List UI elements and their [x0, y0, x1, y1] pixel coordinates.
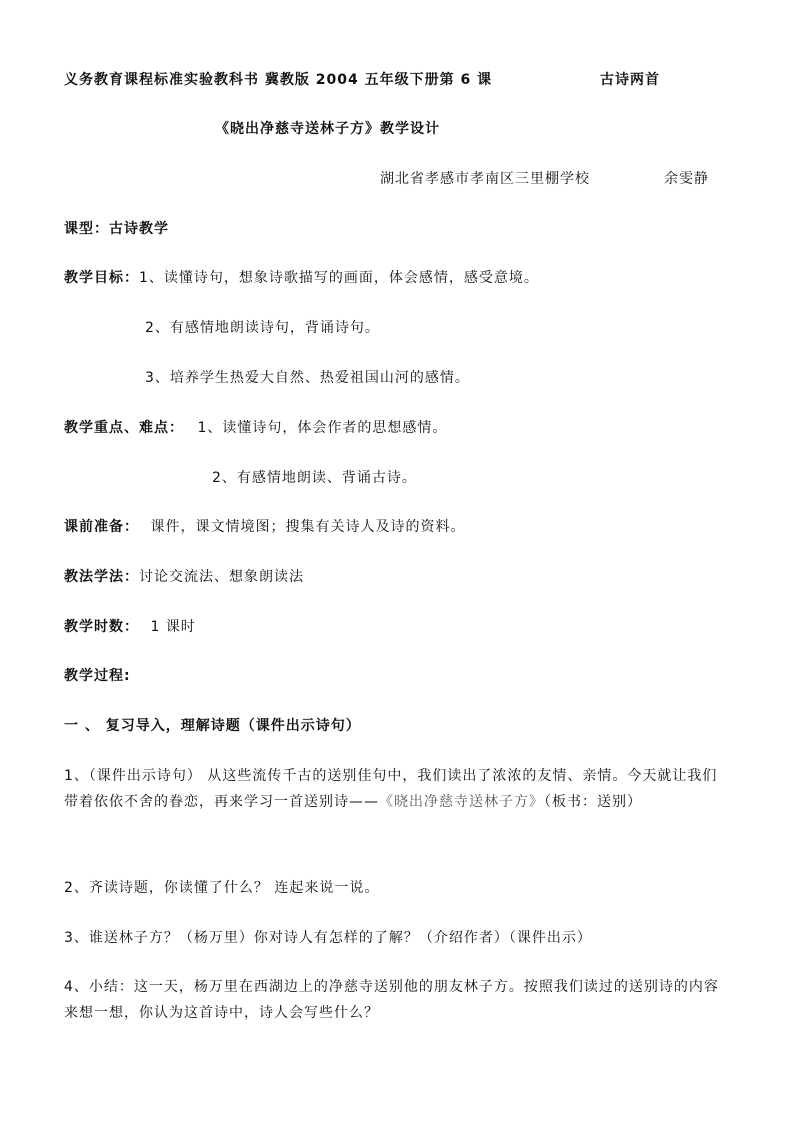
process-heading: 教学过程: [64, 668, 131, 684]
poem-title-highlight: 《晓出净慈寺送林子方》 [379, 794, 544, 810]
lesson-type [64, 219, 169, 239]
process-step-2: 2、齐读诗题，你读懂了什么？ 连起来说一说。 [64, 880, 380, 896]
objectives [64, 268, 539, 288]
series-text: 义务教育课程标准实验教科书 冀教版 2004 五年级下册第 6 课 [64, 72, 493, 88]
document-title: 《晓出净慈寺送林子方》教学设计 [215, 121, 440, 137]
lesson-topic: 古诗两首 [600, 72, 660, 88]
key-point-item: 1、读懂诗句，体会作者的思想感情。 [197, 420, 448, 436]
key-point-item: 2、有感情地朗读、背诵古诗。 [212, 470, 417, 486]
lesson-type-value: 古诗教学 [109, 221, 169, 237]
preparation [64, 517, 465, 537]
preparation-value: 课件，课文情境图；搜集有关诗人及诗的资料。 [150, 519, 466, 535]
methods [64, 567, 304, 587]
section-title: 一 、 复习导入，理解诗题（课件出示诗句） [64, 718, 361, 734]
step-note: （板书：送别） [544, 794, 642, 810]
key-points-label: 教学重点、难点： [64, 420, 184, 436]
objective-item: 2、有感情地朗读诗句，背诵诗句。 [145, 320, 380, 336]
step-text: 1、（课件出示诗句） 从这些流传千古的送别佳句中，我们读出了浓浓的友情、亲情。今天就让我们带着依依不舍的眷恋，再来学习一首送别诗—— [64, 768, 718, 810]
hours-label: 教学时数： [64, 619, 139, 635]
hours-value: 1 课时 [150, 619, 196, 635]
objectives-label: 教学目标： [64, 270, 139, 286]
key-points [64, 418, 447, 438]
process-step-4: 4、小结：这一天，杨万里在西湖边上的净慈寺送别他的朋友林子方。按照我们读过的送别诗的内容来想一想，你认为这首诗中，诗人会写些什么？ [64, 979, 719, 1021]
objective-item: 1、读懂诗句，想象诗歌描写的画面，体会感情，感受意境。 [139, 270, 539, 286]
lesson-type-label: 课型： [64, 221, 109, 237]
methods-value: 讨论交流法、想象朗读法 [139, 569, 304, 585]
objective-item: 3、培养学生热爱大自然、热爱祖国山河的感情。 [145, 370, 470, 386]
preparation-label: 课前准备： [64, 519, 139, 535]
process-step-1 [64, 763, 724, 815]
methods-label: 教法学法： [64, 569, 139, 585]
teaching-hours [64, 617, 196, 637]
school-name: 湖北省孝感市孝南区三里棚学校 [380, 171, 590, 187]
process-step-3: 3、谁送林子方？（杨万里）你对诗人有怎样的了解？（介绍作者）（课件出示） [64, 930, 592, 946]
author-name: 余雯静 [664, 171, 709, 187]
series-line [64, 70, 492, 90]
